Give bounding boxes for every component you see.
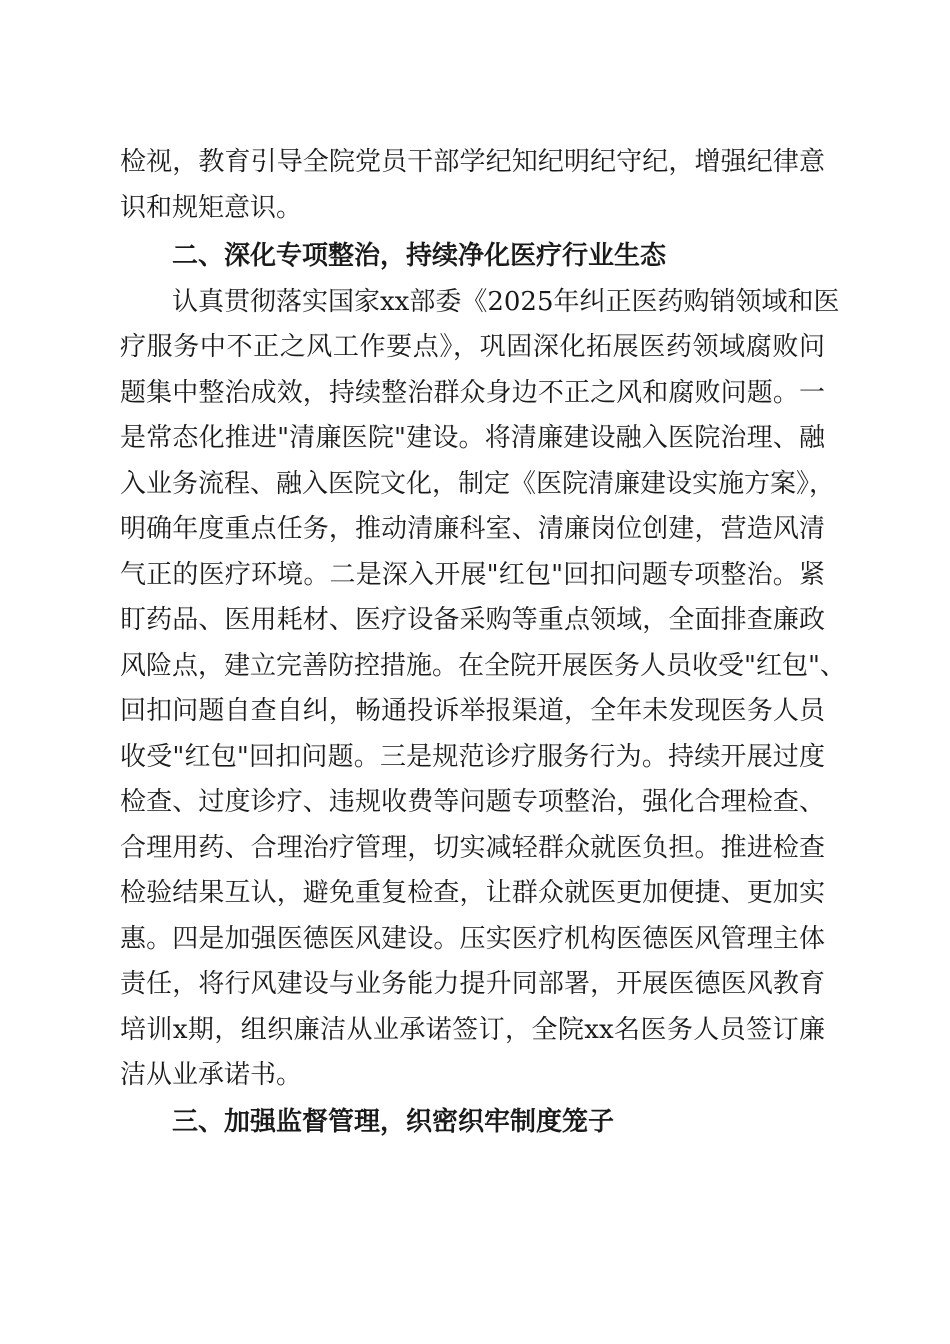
paragraph-line: 回扣问题自查自纠，畅通投诉举报渠道，全年未发现医务人员 xyxy=(120,696,825,726)
paragraph-line: 合理用药、合理治疗管理，切实减轻群众就医负担。推进检查 xyxy=(120,833,825,863)
paragraph-line: 检验结果互认，避免重复检查，让群众就医更加便捷、更加实 xyxy=(120,878,825,908)
paragraph-line: 风险点，建立完善防控措施。在全院开展医务人员收受"红包"、 xyxy=(120,651,846,681)
paragraph-line: 检查、过度诊疗、违规收费等问题专项整治，强化合理检查、 xyxy=(120,787,825,817)
paragraph-line: 题集中整治成效，持续整治群众身边不正之风和腐败问题。一 xyxy=(120,378,825,408)
paragraph-line: 入业务流程、融入医院文化，制定《医院清廉建设实施方案》， xyxy=(120,469,836,499)
paragraph-line: 收受"红包"回扣问题。三是规范诊疗服务行为。持续开展过度 xyxy=(120,742,825,772)
paragraph-line: 责任，将行风建设与业务能力提升同部署，开展医德医风教育 xyxy=(120,969,825,999)
section-heading: 二、深化专项整治，持续净化医疗行业生态 xyxy=(172,241,667,271)
paragraph-line: 是常态化推进"清廉医院"建设。将清廉建设融入医院治理、融 xyxy=(120,423,825,453)
paragraph-line: 明确年度重点任务，推动清廉科室、清廉岗位创建，营造风清 xyxy=(120,514,825,544)
paragraph-line: 认真贯彻落实国家xx部委《2025年纠正医药购销领域和医 xyxy=(172,287,840,317)
paragraph-line: 气正的医疗环境。二是深入开展"红包"回扣问题专项整治。紧 xyxy=(120,560,825,590)
paragraph-line: 识和规矩意识。 xyxy=(120,193,303,223)
section-heading: 三、加强监督管理，织密织牢制度笼子 xyxy=(172,1107,615,1137)
paragraph-line: 盯药品、医用耗材、医疗设备采购等重点领域，全面排查廉政 xyxy=(120,605,825,635)
paragraph-line: 疗服务中不正之风工作要点》，巩固深化拓展医药领域腐败问 xyxy=(120,332,825,362)
paragraph-line: 检视，教育引导全院党员干部学纪知纪明纪守纪，增强纪律意 xyxy=(120,147,825,177)
paragraph-line: 惠。四是加强医德医风建设。压实医疗机构医德医风管理主体 xyxy=(120,924,825,954)
paragraph-line: 洁从业承诺书。 xyxy=(120,1060,303,1090)
paragraph-line: 培训x期，组织廉洁从业承诺签订，全院xx名医务人员签订廉 xyxy=(120,1015,825,1045)
